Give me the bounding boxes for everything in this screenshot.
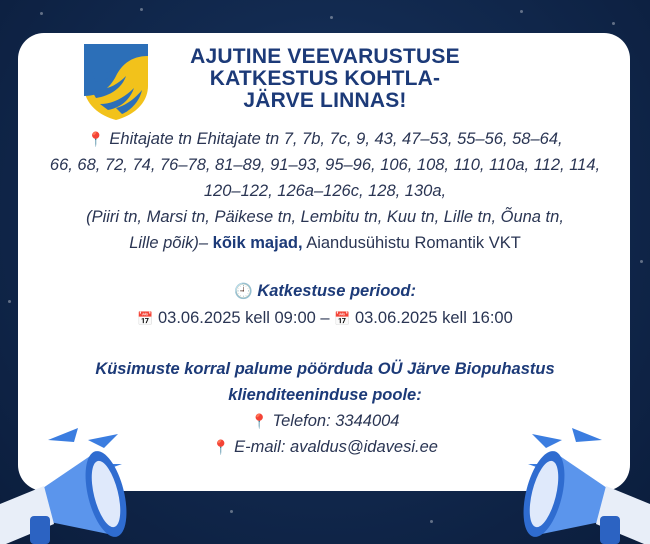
megaphone-right-icon <box>470 420 650 544</box>
contact-line: Küsimuste korral palume pöörduda OÜ Järve Biopuhastus <box>95 360 555 378</box>
title-line: JÄRVE LINNAS! <box>243 89 407 112</box>
title-line: AJUTINE VEEVARUSTUSE <box>190 45 460 68</box>
address-line: 66, 68, 72, 74, 76–78, 81–89, 91–93, 95–96, 106, 108, 110, 110a, 112, 114, <box>49 156 601 174</box>
all-houses-label: kõik majad, <box>212 234 303 252</box>
address-line: Ehitajate tn Ehitajate tn 7, 7b, 7c, 9, 43, 47–53, 55–56, 58–64, <box>109 130 563 148</box>
background-sparkle <box>330 16 333 19</box>
background-sparkle <box>40 12 43 15</box>
background-sparkle <box>640 260 643 263</box>
background-sparkle <box>520 10 523 13</box>
pin-icon: 📍 <box>250 413 268 429</box>
background-sparkle <box>612 22 615 25</box>
address-block <box>28 126 622 256</box>
address-line: 120–122, 126a–126c, 128, 130a, <box>203 182 447 200</box>
pin-icon: 📍 <box>87 131 105 147</box>
period-heading: Katkestuse periood <box>257 282 411 300</box>
notice-title <box>160 46 490 112</box>
background-sparkle <box>8 300 11 303</box>
phone-label: Telefon: 3344004 <box>272 412 400 430</box>
background-sparkle <box>430 520 433 523</box>
background-sparkle <box>140 8 143 11</box>
email-label: E-mail: avaldus@idavesi.ee <box>234 438 438 456</box>
contact-line: klienditeeninduse poole: <box>228 386 422 404</box>
calendar-icon: 📅 <box>137 311 154 326</box>
title-line: KATKESTUS KOHTLA- <box>209 67 441 90</box>
calendar-icon: 📅 <box>334 311 351 326</box>
period-block <box>28 278 622 332</box>
pin-icon: 📍 <box>212 439 230 455</box>
period-colon: : <box>410 282 416 300</box>
megaphone-left-icon <box>0 420 180 544</box>
city-crest-icon <box>82 42 150 122</box>
background-sparkle <box>230 510 233 513</box>
period-dash: – <box>315 309 335 327</box>
address-line-start: Lille põik)– <box>129 234 213 252</box>
clock-icon: 🕘 <box>234 283 253 300</box>
address-line: (Piiri tn, Marsi tn, Päikese tn, Lembitu tn, Kuu tn, Lille tn, Õuna tn, <box>86 208 564 226</box>
period-start: 03.06.2025 kell 09:00 <box>158 309 316 327</box>
period-end: 03.06.2025 kell 16:00 <box>354 309 513 327</box>
address-line-end: Aiandusühistu Romantik VKT <box>302 234 521 252</box>
